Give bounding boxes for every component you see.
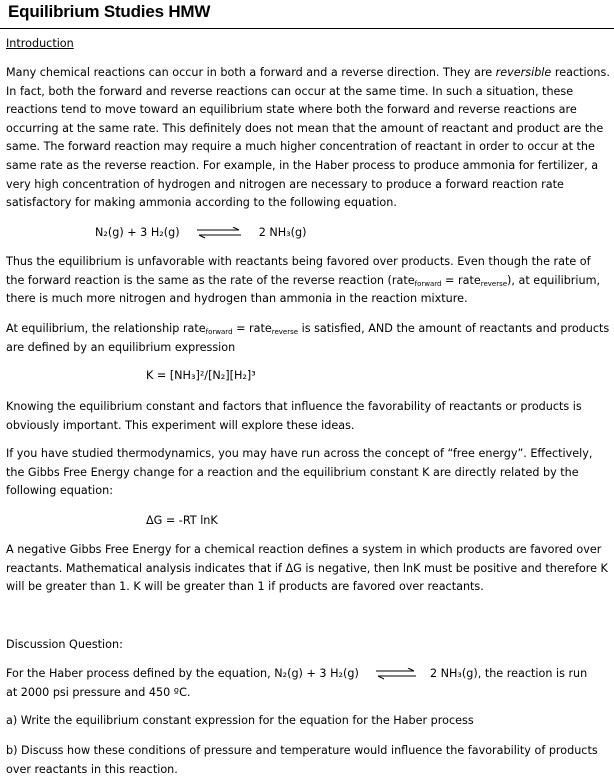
intro-heading: Introduction: [6, 37, 74, 50]
discussion-conditions: at 2000 psi pressure and 450 ºC.: [6, 686, 191, 699]
discussion-heading: Discussion Question:: [6, 638, 123, 651]
discussion-equation-line: For the Haber process defined by the equation, N₂(g) + 3 H₂(g) 2 NH₃(g), the reaction is run: [6, 667, 588, 680]
question-b: b) Discuss how these conditions of pressure and temperature would influence the favorability of products over reactants in this reaction.: [6, 744, 598, 776]
paragraph-knowing: Knowing the equilibrium constant and factors that influence the favorability of reactants or products is obviously important. This experiment will explore these ideas.: [6, 400, 582, 432]
paragraph-intro: Many chemical reactions can occur in both a forward and a reverse direction. They are reversible reactions. In fact, both the forward and reverse reactions can occur at the same time. In such a situation, these reactions tend to move toward an equilibrium state where both the forward and reverse reactions are occurring at the same rate. This definitely does not mean that the amount of reactant and product are the same. The forward reaction may require a much higher concentration of reactant in order to occur at the same rate as the reverse reaction. For example, in the Haber process to produce ammonia for fertilizer, a very high concentration of hydrogen and nitrogen are necessary to produce a forward reaction rate satisfactory for making ammonia according to the following equation.: [6, 66, 610, 210]
paragraph-equilibrium-expression: At equilibrium, the relationship rate$_{forward}$ = rate$_{reverse}$ is satisfied, AND the amount of reactants and products are defined by an equilibrium expression: [6, 322, 610, 354]
page-title: Equilibrium Studies HMW: [8, 2, 211, 21]
question-a: a) Write the equilibrium constant expression for the equation for the Haber process: [6, 714, 474, 727]
equilibrium-arrow-icon: [374, 668, 418, 680]
equilibrium-arrow-icon: [195, 227, 243, 239]
haber-equation: N₂(g) + 3 H₂(g) 2 NH₃(g): [95, 226, 307, 239]
paragraph-thermodynamics: If you have studied thermodynamics, you may have run across the concept of “free energy”. Effectively, the Gibbs Free Energy change for a reaction and the equilibrium constant K are directly related by the following equation:: [6, 447, 593, 498]
title-divider: [0, 28, 614, 29]
emphasis-reversible: reversible: [495, 66, 552, 79]
paragraph-gibbs: A negative Gibbs Free Energy for a chemical reaction defines a system in which products are favored over reactants. Mathematical analysis indicates that if ΔG is negative, then lnK must be positive and therefore K will be greater than 1. K will be greater than 1 if products are favored over reactants.: [6, 543, 608, 594]
gibbs-equation: ΔG = -RT lnK: [146, 514, 218, 527]
equilibrium-constant-expression: K = [NH₃]²/[N₂][H₂]³: [146, 369, 256, 382]
paragraph-unfavorable: Thus the equilibrium is unfavorable with reactants being favored over products. Even though the rate of the forward reaction is the same as the rate of the reverse reaction (rate$_{forward}$ = rate$_{reverse}$), at equilibrium, there is much more nitrogen and hydrogen than ammonia in the reaction mixture.: [6, 255, 601, 306]
